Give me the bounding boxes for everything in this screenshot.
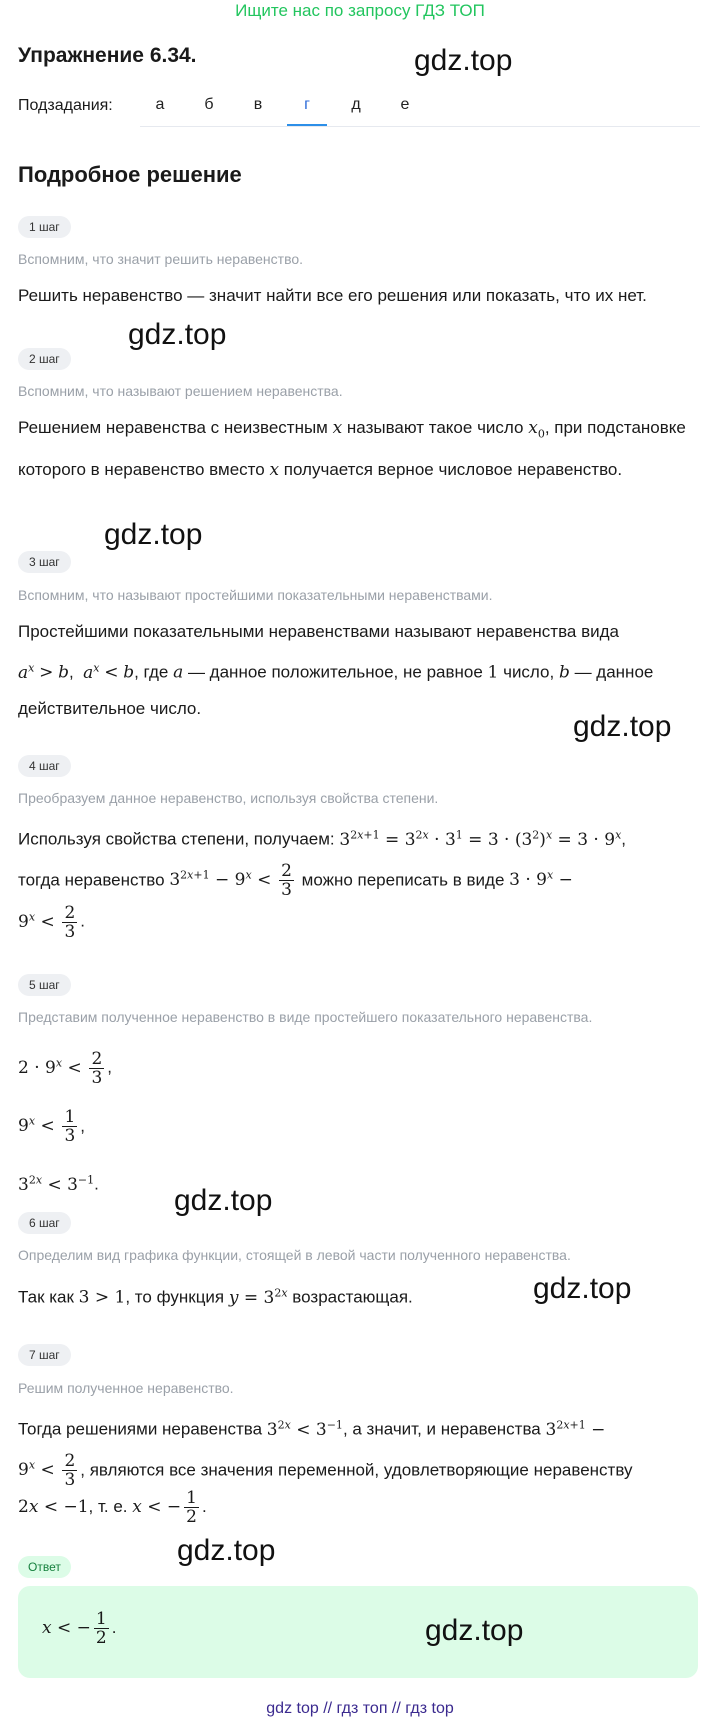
- tab-e[interactable]: е: [400, 96, 410, 113]
- section-title: Подробное решение: [18, 162, 242, 187]
- subtask-tabs: [140, 92, 700, 127]
- step-hint: Решим полученное неравенство.: [18, 1380, 234, 1396]
- step-badge: 3 шаг: [18, 551, 71, 573]
- watermark: gdz.top: [414, 44, 513, 77]
- subtasks-label: Подзадания:: [18, 97, 113, 114]
- tab-a[interactable]: а: [155, 96, 165, 113]
- answer-box: [18, 1586, 698, 1678]
- step-hint: Представим полученное неравенство в виде простейшего показательного неравенства.: [18, 1009, 593, 1025]
- tab-g[interactable]: г: [287, 96, 327, 126]
- watermark: gdz.top: [128, 318, 227, 351]
- step-hint: Преобразуем данное неравенство, используя свойства степени.: [18, 790, 439, 806]
- step-text: Тогда решениями неравенства $3^{2x} < 3^{-1}$, а значит, и неравенства $3^{2x+1}$ − $9^x$ < $\frac{2}{3}$ , являются все значения переменной, удовлетворяющие неравенству 2x < −1, т. е. x < − $\frac{1}{2}$ .: [18, 1418, 633, 1528]
- step-badge: 1 шаг: [18, 216, 71, 238]
- promo-banner: Ищите нас по запросу ГДЗ ТОП: [235, 1, 485, 20]
- tab-v[interactable]: в: [253, 96, 263, 113]
- page-title: Упражнение 6.34.: [18, 44, 197, 67]
- step-badge: 6 шаг: [18, 1212, 71, 1234]
- watermark: gdz.top: [174, 1184, 273, 1217]
- answer-badge: Ответ: [18, 1556, 71, 1578]
- tab-d[interactable]: д: [351, 96, 361, 113]
- step-text: Решением неравенства с неизвестным x называют такое число $x_0$, при подстановке которого в неравенство вместо x получается верное числовое неравенство.: [18, 418, 686, 481]
- step-text: Используя свойства степени, получаем: $3^{2x+1} = 3^{2x} \cdot 3^1 = 3 \cdot (3^2)^x = 3 \cdot 9^x$, тогда неравенство $3^{2x+1} - 9^x$ < $\frac{2}{3}$ можно переписать в виде $3 \cdot 9^x$ − $9^x$ < $\frac{2}{3}$ .: [18, 828, 627, 942]
- step-text: $2 \cdot 9^x$ < $\frac{2}{3}$ , $9^x$ < $\frac{1}{3}$ , $3^{2x} < 3^{-1}$.: [18, 1048, 113, 1195]
- tab-b[interactable]: б: [204, 96, 214, 113]
- watermark: gdz.top: [177, 1534, 276, 1567]
- step-hint: Вспомним, что называют решением неравенства.: [18, 383, 343, 399]
- watermark: gdz.top: [104, 518, 203, 551]
- step-hint: Вспомним, что значит решить неравенство.: [18, 251, 304, 267]
- step-hint: Определим вид графика функции, стоящей в левой части полученного неравенства.: [18, 1247, 571, 1263]
- watermark: gdz.top: [425, 1614, 524, 1647]
- step-badge: 7 шаг: [18, 1344, 71, 1366]
- footer-links[interactable]: gdz top // гдз топ // гдз top: [266, 1700, 454, 1717]
- step-text: Решить неравенство — значит найти все его решения или показать, что их нет.: [18, 286, 647, 305]
- step-badge: 5 шаг: [18, 974, 71, 996]
- step-text: Простейшими показательными неравенствами называют неравенства вида $a^x > b$, $a^x < b$, где a — данное положительное, не равное 1 число, b — данное действительное число.: [18, 622, 654, 718]
- watermark: gdz.top: [573, 710, 672, 743]
- answer-value: x < − $\frac{1}{2}$ .: [42, 1609, 117, 1648]
- step-badge: 4 шаг: [18, 755, 71, 777]
- watermark: gdz.top: [533, 1272, 632, 1305]
- step-hint: Вспомним, что называют простейшими показательными неравенствами.: [18, 587, 493, 603]
- step-text: Так как 3 > 1, то функция $y = 3^{2x}$ возрастающая.: [18, 1286, 413, 1308]
- step-badge: 2 шаг: [18, 348, 71, 370]
